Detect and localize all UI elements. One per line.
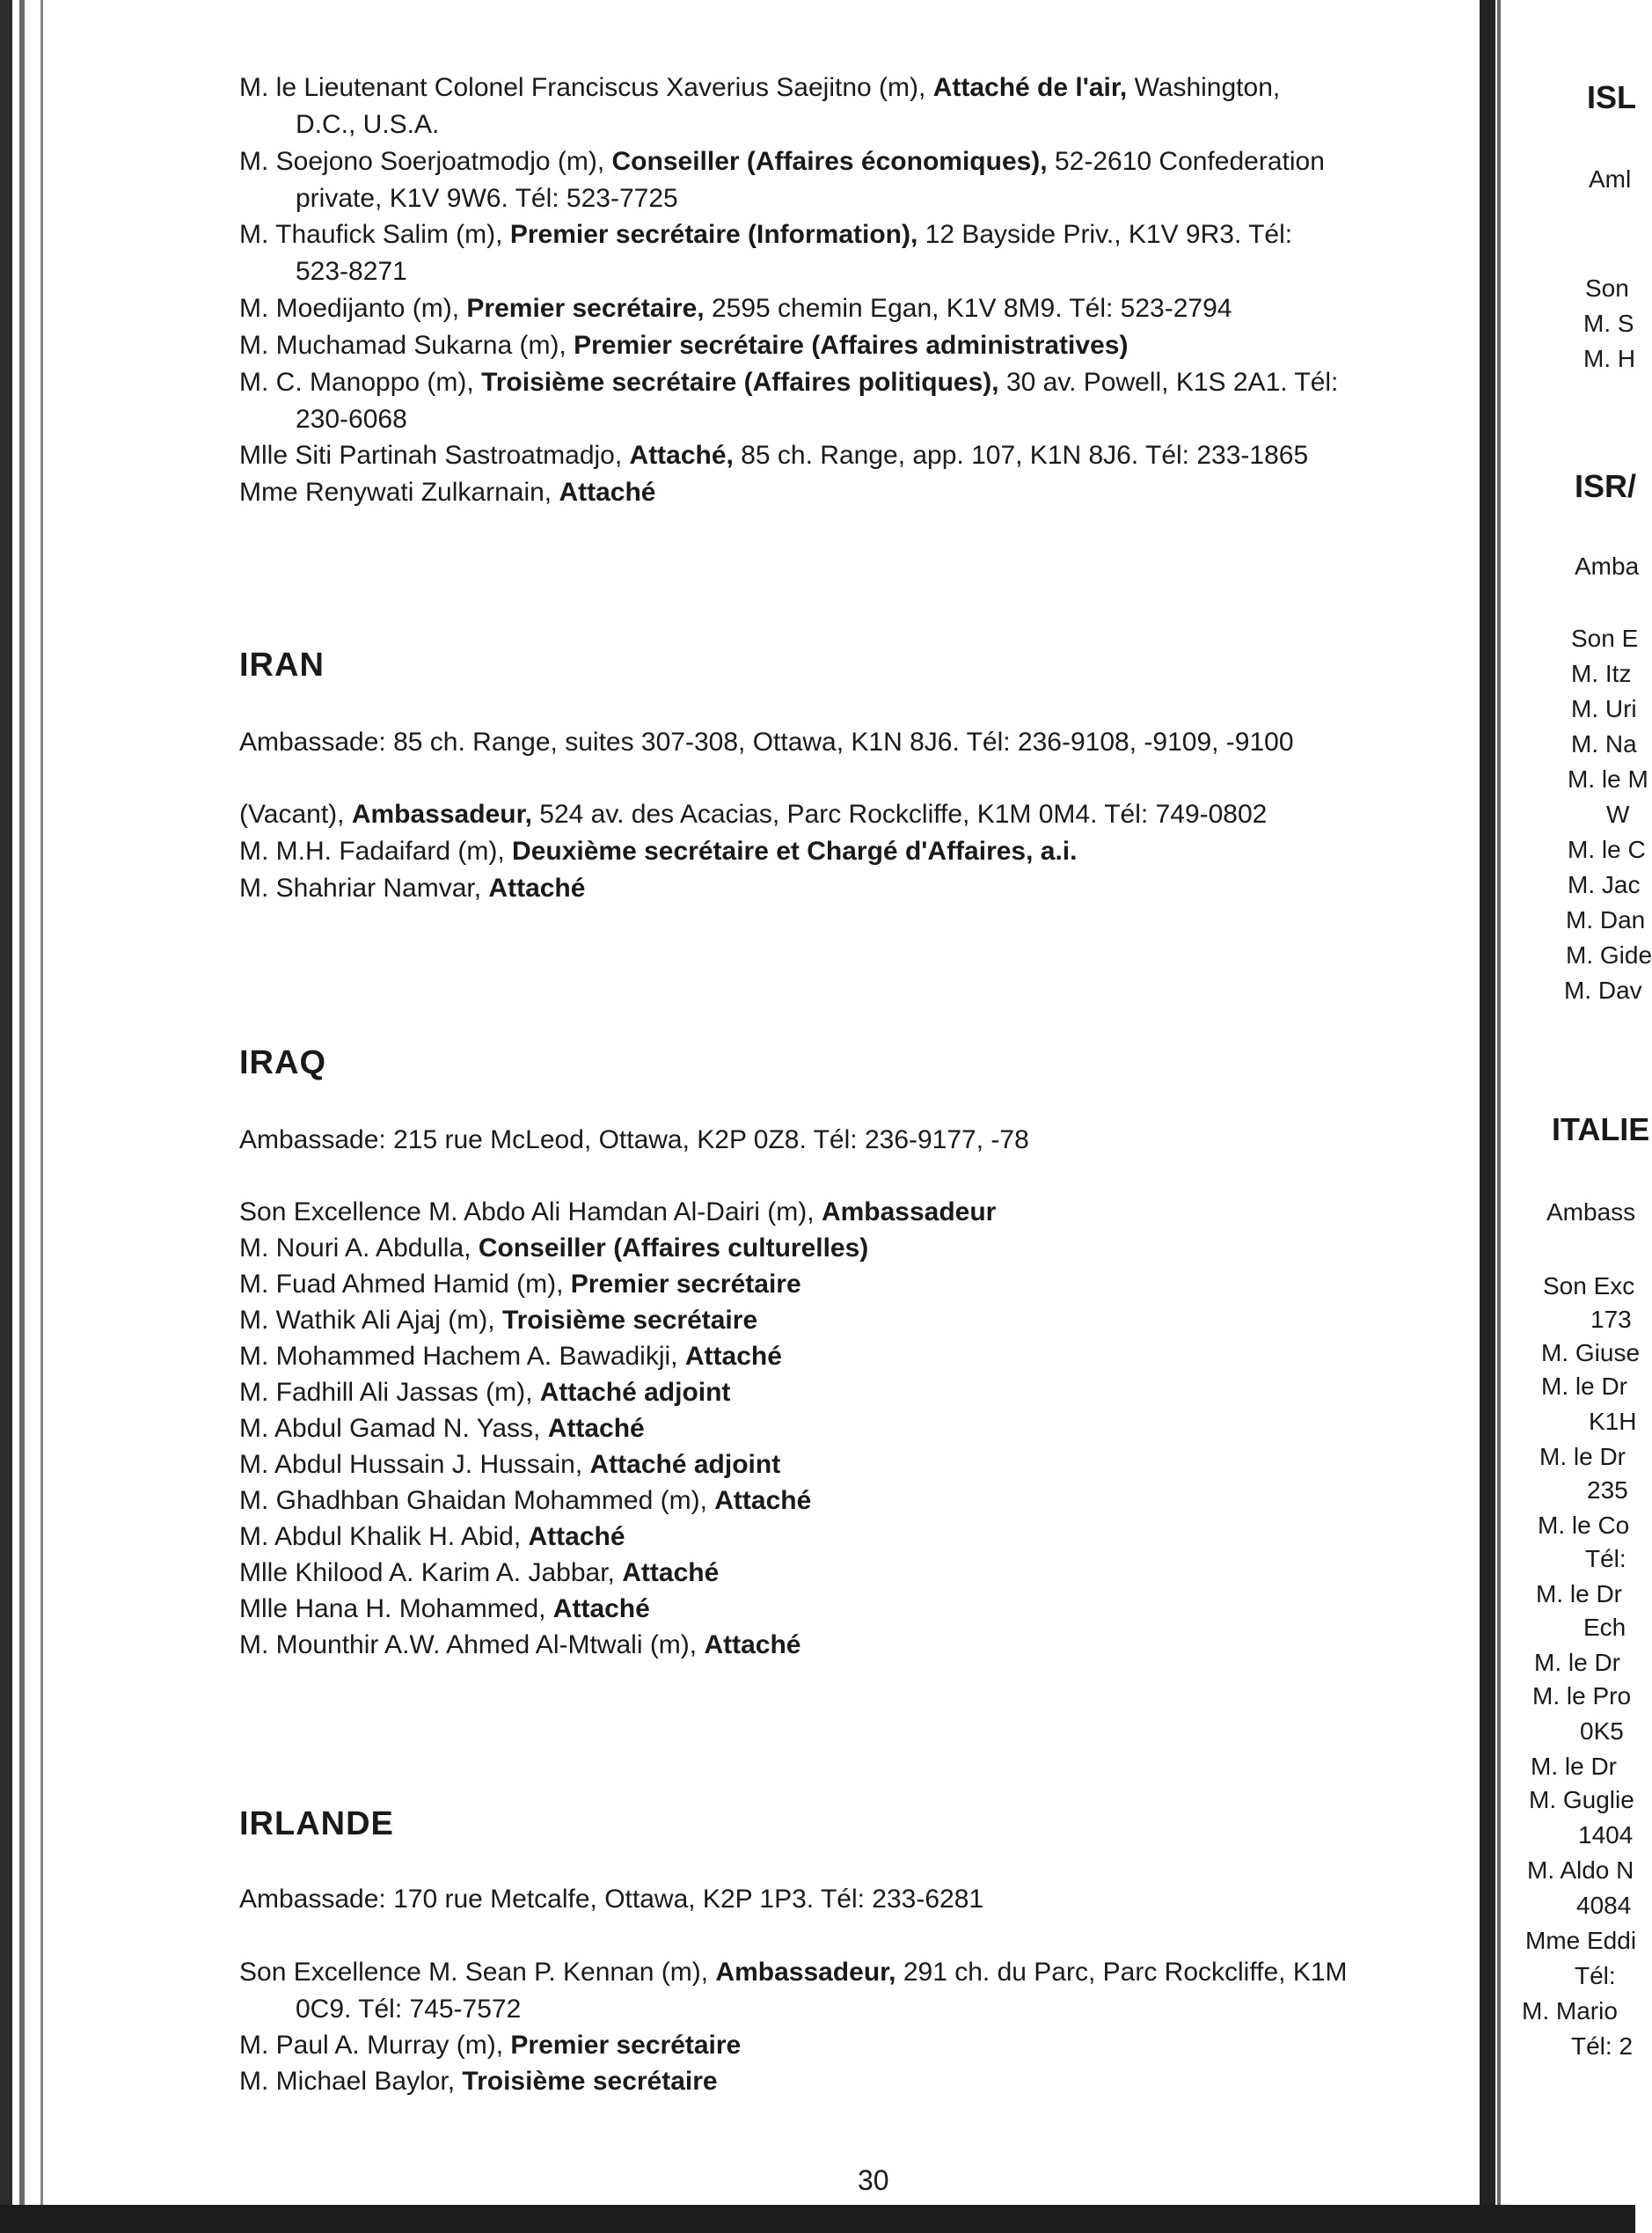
fragment-heading: ITALIE	[1552, 1111, 1650, 1147]
ambassade-address: Ambassade: 215 rue McLeod, Ottawa, K2P 0Z8. Tél: 236-9177, -78	[239, 1125, 1029, 1154]
fragment-line: 235	[1587, 1476, 1628, 1504]
fragment-line: Tél:	[1585, 1545, 1626, 1572]
entry-line-cont: 0C9. Tél: 745-7572	[296, 1995, 522, 2024]
fragment-line: M. le Dr	[1541, 1373, 1627, 1400]
fragment-line: Son E	[1571, 625, 1639, 652]
entry-line-cont: private, K1V 9W6. Tél: 523-7725	[296, 184, 678, 213]
fragment-line: Ambass	[1546, 1198, 1636, 1226]
entry-line-cont: 523-8271	[296, 257, 407, 286]
entry-line: Mlle Khilood A. Karim A. Jabbar, Attaché	[239, 1558, 720, 1587]
entry-line: Mlle Hana H. Mohammed, Attaché	[239, 1594, 650, 1623]
entry-line: M. Fadhill Ali Jassas (m), Attaché adjoint	[239, 1378, 731, 1407]
entry-line: M. Shahriar Namvar, Attaché	[239, 874, 586, 903]
entry-line: M. Nouri A. Abdulla, Conseiller (Affaires culturelles)	[239, 1234, 869, 1263]
section-heading-iraq: IRAQ	[239, 1044, 326, 1081]
fragment-line: Mme Eddi	[1525, 1927, 1637, 1954]
fragment-line: M. Gide	[1566, 941, 1652, 969]
entry-line: M. Mounthir A.W. Ahmed Al-Mtwali (m), Attaché	[239, 1630, 801, 1659]
entry-line-cont: 230-6068	[296, 405, 407, 434]
entry-line: Son Excellence M. Sean P. Kennan (m), Ambassadeur, 291 ch. du Parc, Parc Rockcliffe, K1M	[239, 1958, 1348, 1987]
fragment-line: M. le Dr	[1539, 1443, 1626, 1470]
fragment-line: M. Giuse	[1541, 1339, 1641, 1366]
entry-line: (Vacant), Ambassadeur, 524 av. des Acacias, Parc Rockcliffe, K1M 0M4. Tél: 749-0802	[239, 800, 1268, 829]
fragment-line: Tél: 2	[1571, 2032, 1634, 2060]
fragment-line: Tél:	[1575, 1962, 1616, 1989]
fragment-line: 0K5	[1580, 1717, 1624, 1745]
fragment-line: M. H	[1583, 345, 1636, 372]
entry-line: M. Fuad Ahmed Hamid (m), Premier secrétaire	[239, 1270, 801, 1299]
fragment-line: M. Guglie	[1529, 1786, 1634, 1813]
fragment-line: 1404	[1578, 1821, 1634, 1849]
fragment-heading: ISL	[1587, 79, 1637, 115]
fragment-line: M. Na	[1571, 730, 1637, 758]
entry-line: M. Moedijanto (m), Premier secrétaire, 2595 chemin Egan, K1V 8M9. Tél: 523-2794	[239, 294, 1232, 323]
section-heading-iran: IRAN	[239, 647, 325, 684]
entry-line: M. Wathik Ali Ajaj (m), Troisième secrétaire	[239, 1306, 758, 1335]
fragment-line: M. Dan	[1566, 906, 1646, 933]
fragment-line: Ech	[1583, 1614, 1626, 1641]
entry-line: M. Abdul Gamad N. Yass, Attaché	[239, 1414, 645, 1443]
entry-line: M. Muchamad Sukarna (m), Premier secrétaire (Affaires administratives)	[239, 331, 1129, 360]
fragment-line: Aml	[1589, 165, 1632, 193]
fragment-line: Son	[1585, 275, 1629, 302]
entry-line: M. Michael Baylor, Troisième secrétaire	[239, 2067, 718, 2096]
fragment-line: M. Itz	[1571, 660, 1632, 687]
fragment-line: M. Dav	[1564, 977, 1642, 1004]
fragment-line: M. Jac	[1568, 871, 1641, 898]
fragment-line: M. le M	[1568, 765, 1648, 793]
fragment-line: W	[1606, 801, 1630, 828]
entry-line: M. Ghadhban Ghaidan Mohammed (m), Attaché	[239, 1486, 812, 1515]
fragment-line: M. le Co	[1538, 1512, 1630, 1539]
entry-line: M. Mohammed Hachem A. Bawadikji, Attaché	[239, 1342, 782, 1371]
entry-line: M. Abdul Hussain J. Hussain, Attaché adjoint	[239, 1450, 781, 1479]
fragment-heading: ISR/	[1575, 468, 1637, 504]
entry-line-cont: D.C., U.S.A.	[296, 110, 440, 139]
fragment-line: M. le Dr	[1534, 1649, 1620, 1676]
fragment-line: Son Exc	[1543, 1272, 1635, 1300]
entry-line: M. Abdul Khalik H. Abid, Attaché	[239, 1522, 625, 1551]
entry-line: Mlle Siti Partinah Sastroatmadjo, Attaché, 85 ch. Range, app. 107, K1N 8J6. Tél: 233-1865	[239, 441, 1309, 470]
fragment-line: M. Uri	[1571, 695, 1637, 722]
fragment-line: M. Mario	[1522, 1997, 1618, 2024]
entry-line: M. M.H. Fadaifard (m), Deuxième secrétaire et Chargé d'Affaires, a.i.	[239, 837, 1078, 866]
fragment-line: 4084	[1576, 1892, 1632, 1919]
next-page-edge	[1501, 0, 1652, 2205]
entry-line: Mme Renywati Zulkarnain, Attaché	[239, 478, 656, 507]
entry-line: M. C. Manoppo (m), Troisième secrétaire (Affaires politiques), 30 av. Powell, K1S 2A1. Tél:	[239, 368, 1339, 397]
fragment-line: 173	[1590, 1306, 1632, 1333]
entry-line: Son Excellence M. Abdo Ali Hamdan Al-Dairi (m), Ambassadeur	[239, 1197, 997, 1226]
fragment-line: M. le Dr	[1531, 1753, 1617, 1780]
fragment-line: K1H	[1589, 1408, 1637, 1435]
fragment-line: Amba	[1575, 553, 1640, 580]
section-heading-irlande: IRLANDE	[239, 1805, 394, 1842]
fragment-line: M. le Pro	[1532, 1682, 1632, 1710]
ambassade-address: Ambassade: 170 rue Metcalfe, Ottawa, K2P 1P3. Tél: 233-6281	[239, 1885, 984, 1914]
fragment-line: M. le Dr	[1536, 1580, 1622, 1607]
fragment-line: M. le C	[1568, 836, 1646, 863]
entry-line: M. Soejono Soerjoatmodjo (m), Conseiller (Affaires économiques), 52-2610 Confederation	[239, 147, 1325, 176]
entry-line: M. Paul A. Murray (m), Premier secrétaire	[239, 2031, 742, 2060]
book-gutter	[1480, 0, 1495, 2233]
entry-line: M. le Lieutenant Colonel Franciscus Xaverius Saejitno (m), Attaché de l'air, Washington,	[239, 73, 1281, 102]
page-number: 30	[858, 2164, 889, 2196]
ambassade-address: Ambassade: 85 ch. Range, suites 307-308, Ottawa, K1N 8J6. Tél: 236-9108, -9109, -9100	[239, 728, 1294, 757]
entry-line: M. Thaufick Salim (m), Premier secrétaire (Information), 12 Bayside Priv., K1V 9R3. Tél:	[239, 220, 1293, 249]
fragment-line: M. S	[1583, 310, 1634, 337]
scan-edge-bottom	[0, 2205, 1635, 2233]
fragment-line: M. Aldo N	[1527, 1856, 1634, 1884]
